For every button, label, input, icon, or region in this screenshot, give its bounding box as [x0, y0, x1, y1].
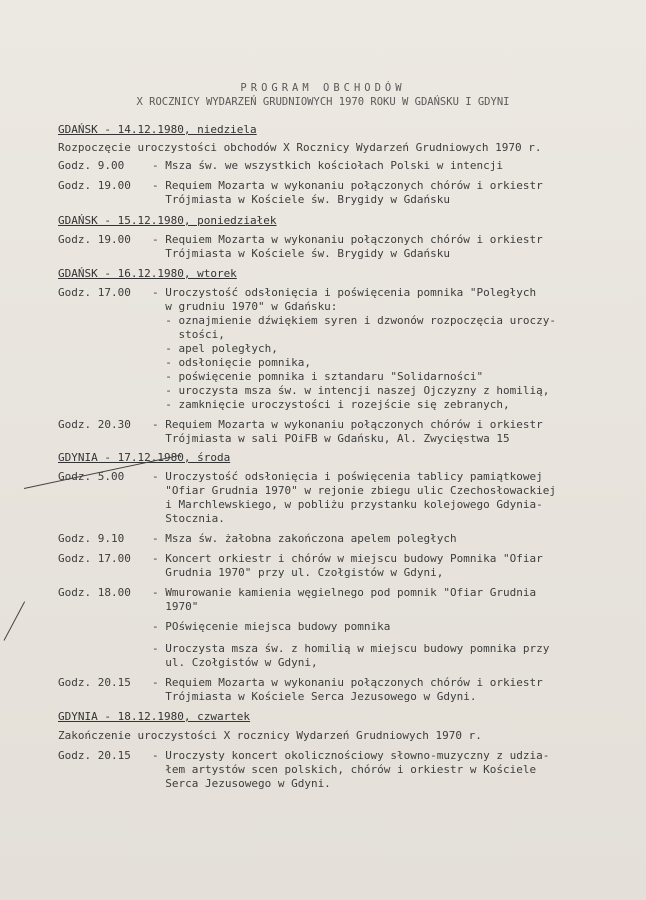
event-line: - zamknięcie uroczystości i rozejście się zebranych, [152, 398, 510, 411]
event-line: - Koncert orkiestr i chórów w miejscu budowy Pomnika "Ofiar [152, 552, 543, 565]
event-line: w grudniu 1970" w Gdańsku: [152, 300, 338, 313]
event-time: Godz. 20.30 [58, 418, 131, 431]
event-line: i Marchlewskiego, w pobliżu przystanku kolejowego Gdynia- [152, 498, 543, 511]
event-line: Grudnia 1970" przy ul. Czołgistów w Gdyni, [152, 566, 444, 579]
event-line: - Requiem Mozarta w wykonaniu połączonych chórów i orkiestr [152, 418, 543, 431]
day-heading: GDYNIA - 17.12.1980, środa [58, 451, 231, 464]
day-heading: GDAŃSK - 15.12.1980, poniedziałek [58, 214, 277, 227]
event-line: - poświęcenie pomnika i sztandaru "Solidarności" [152, 370, 484, 383]
event-time: Godz. 20.15 [58, 749, 131, 762]
event-line: stości, [152, 328, 225, 341]
event-line: Trójmiasta w sali POiFB w Gdańsku, Al. Zwycięstwa 15 [152, 432, 510, 445]
event-time: Godz. 20.15 [58, 676, 131, 689]
event-line: - Uroczysty koncert okolicznościowy słowno-muzyczny z udzia- [152, 749, 550, 762]
event-time: Godz. 9.00 [58, 159, 125, 172]
event-line: Trójmiasta w Kościele św. Brygidy w Gdańsku [152, 247, 451, 260]
event-line: łem artystów scen polskich, chórów i orkiestr w Kościele [152, 763, 537, 776]
event-line: "Ofiar Grudnia 1970" w rejonie zbiegu ulic Czechosłowackiej [152, 484, 556, 497]
event-line: - Requiem Mozarta w wykonaniu połączonych chórów i orkiestr [152, 179, 543, 192]
event-line: Serca Jezusowego w Gdyni. [152, 777, 331, 790]
event-time: Godz. 18.00 [58, 586, 131, 599]
day-intro: Zakończenie uroczystości X rocznicy Wydarzeń Grudniowych 1970 r. [58, 729, 482, 742]
event-line: ul. Czołgistów w Gdyni, [152, 656, 318, 669]
event-line: Trójmiasta w Kościele św. Brygidy w Gdańsku [152, 193, 451, 206]
day-heading: GDAŃSK - 14.12.1980, niedziela [58, 123, 257, 136]
event-line: - odsłonięcie pomnika, [152, 356, 311, 369]
event-line: - POświęcenie miejsca budowy pomnika [152, 620, 391, 633]
event-line: - Uroczysta msza św. z homilią w miejscu budowy pomnika przy [152, 642, 550, 655]
day-heading: GDAŃSK - 16.12.1980, wtorek [58, 267, 237, 280]
event-line: - Msza św. żałobna zakończona apelem poległych [152, 532, 457, 545]
document-subtitle: X ROCZNICY WYDARZEŃ GRUDNIOWYCH 1970 ROKU W GDAŃSKU I GDYNI [136, 96, 510, 108]
event-line: Trójmiasta w Kościele Serca Jezusowego w Gdyni. [152, 690, 477, 703]
event-line: 1970" [152, 600, 199, 613]
document-title: PROGRAM OBCHODÓW [240, 82, 406, 94]
day-heading: GDYNIA - 18.12.1980, czwartek [58, 710, 251, 723]
event-line: - Uroczystość odsłonięcia i poświęcenia pomnika "Poległych [152, 286, 537, 299]
event-time: Godz. 9.10 [58, 532, 125, 545]
event-line: - oznajmienie dźwiękiem syren i dzwonów rozpoczęcia uroczy- [152, 314, 556, 327]
event-line: - Requiem Mozarta w wykonaniu połączonych chórów i orkiestr [152, 233, 543, 246]
event-time: Godz. 5.00 [58, 470, 125, 483]
pen-stroke [4, 601, 26, 640]
event-line: - uroczysta msza św. w intencji naszej Ojczyzny z homilią, [152, 384, 550, 397]
event-line: - Msza św. we wszystkich kościołach Polski w intencji [152, 159, 503, 172]
event-time: Godz. 19.00 [58, 233, 131, 246]
event-line: - Uroczystość odsłonięcia i poświęcenia tablicy pamiątkowej [152, 470, 543, 483]
event-line: - apel poległych, [152, 342, 278, 355]
event-time: Godz. 17.00 [58, 286, 131, 299]
event-line: Stocznia. [152, 512, 225, 525]
event-time: Godz. 19.00 [58, 179, 131, 192]
event-time: Godz. 17.00 [58, 552, 131, 565]
event-line: - Requiem Mozarta w wykonaniu połączonych chórów i orkiestr [152, 676, 543, 689]
day-intro: Rozpoczęcie uroczystości obchodów X Rocznicy Wydarzeń Grudniowych 1970 r. [58, 141, 542, 154]
event-line: - Wmurowanie kamienia węgielnego pod pomnik "Ofiar Grudnia [152, 586, 537, 599]
